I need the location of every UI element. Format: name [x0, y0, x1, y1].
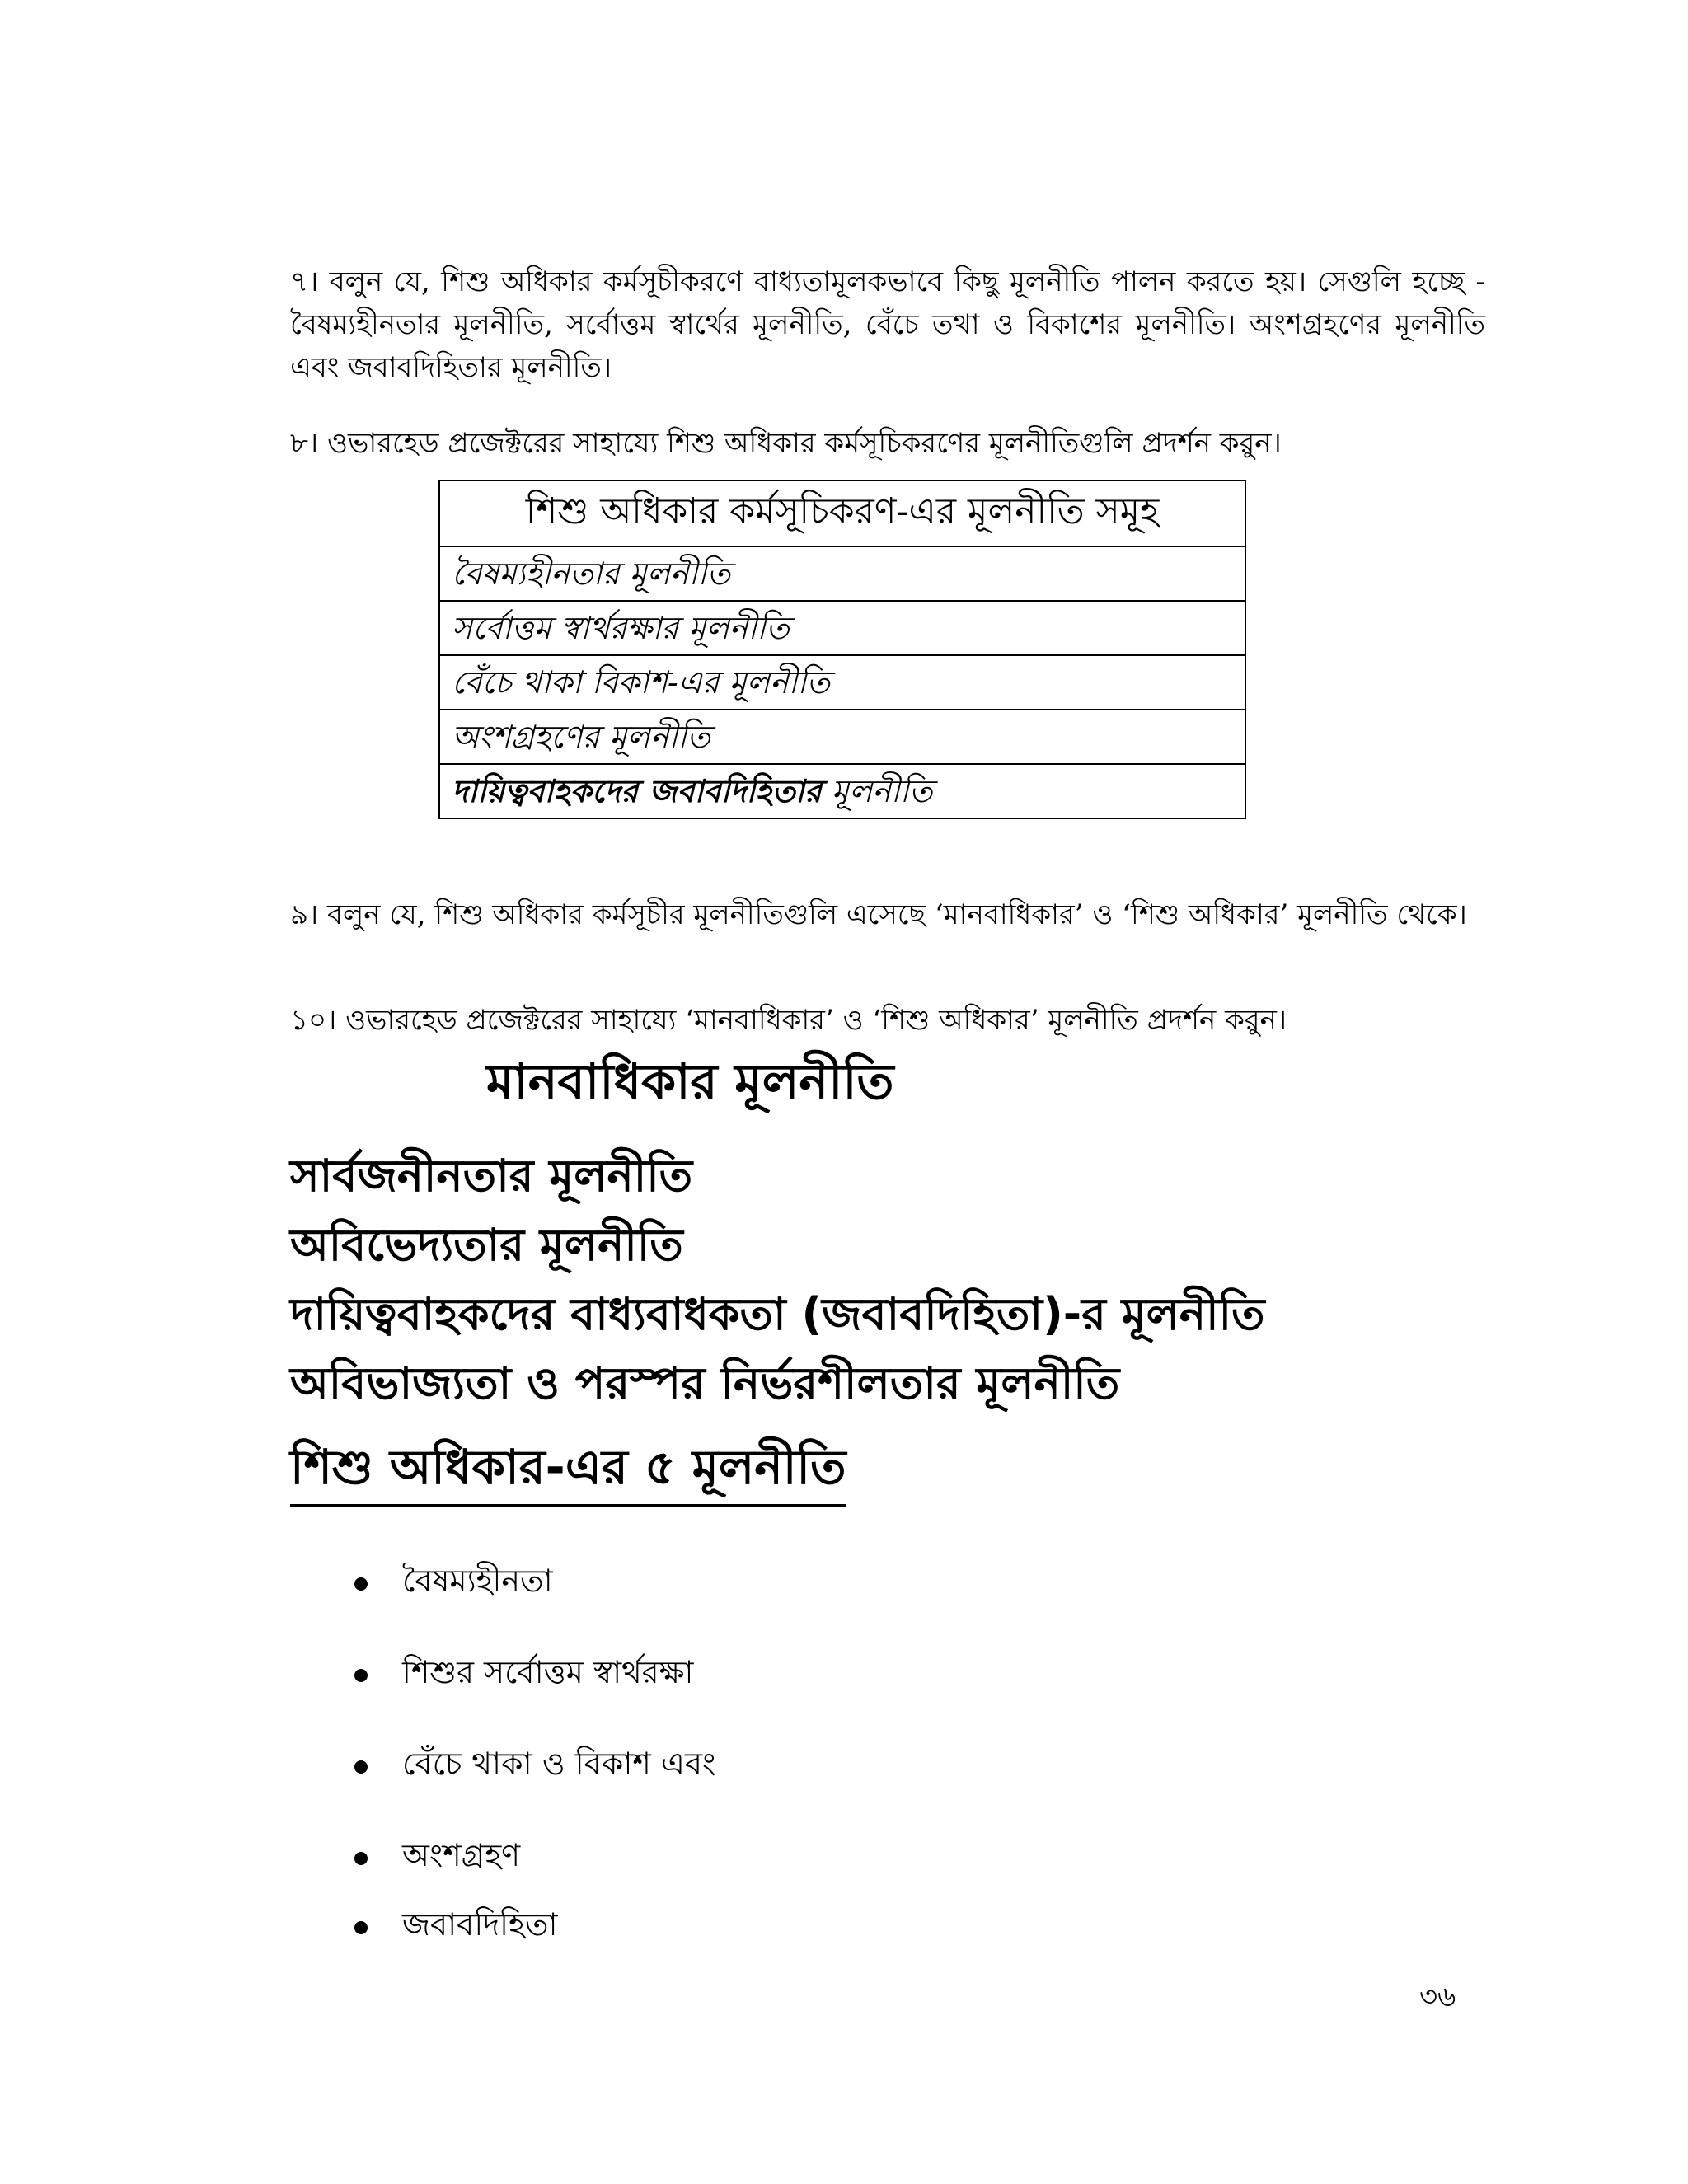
table-cell-text: মূলনীতি [821, 773, 933, 809]
bullet-item [354, 1647, 693, 1697]
bullet-item [354, 1830, 520, 1880]
table-row [439, 764, 1245, 818]
table-cell: অংশগ্রহণের মূলনীতি [439, 710, 1245, 764]
table-row [439, 655, 1245, 710]
table-cell: বেঁচে থাকা বিকাশ-এর মূলনীতি [439, 655, 1245, 710]
paragraph-7: ৭। বলুন যে, শিশু অধিকার কর্মসূচীকরণে বাধ্যতামূলকভাবে কিছু মূলনীতি পালন করতে হয়। সেগুলি হচ্ছে - বৈষম্যহীনতার মূলনীতি, সর্বোত্তম স্বার্থের মূলনীতি, বেঁচে তথা ও বিকাশের মূলনীতি। অংশগ্রহণের মূলনীতি এবং জবাবদিহিতার মূলনীতি। [290, 265, 1485, 384]
table-header: শিশু অধিকার কর্মসূচিকরণ-এর মূলনীতি সমূহ [439, 480, 1245, 546]
bullet-icon [354, 1669, 368, 1682]
paragraph-8: ৮। ওভারহেড প্রজেক্টরের সাহায্যে শিশু অধিকার কর্মসূচিকরণের মূলনীতিগুলি প্রদর্শন কর‍ুন। [290, 427, 1282, 460]
bullet-icon [354, 1852, 368, 1865]
table-row [439, 710, 1245, 764]
principles-table [438, 480, 1246, 819]
bullet-icon [354, 1921, 368, 1934]
bullet-item [354, 1900, 558, 1949]
bullet-text: বেঁচে থাকা ও বিকাশ এবং [402, 1746, 716, 1782]
bullet-item [354, 1556, 553, 1605]
table-cell: বৈষম্যহীনতার মূলনীতি [439, 546, 1245, 601]
list-item: সার্বজনীনতার মূলনীতি [290, 1150, 693, 1202]
list-item: অবিভাজ্যতা ও পরস্পর নির্ভরশীলতার মূলনীতি [290, 1357, 1120, 1409]
table-row [439, 546, 1245, 601]
child-rights-heading: শিশু অধিকার-এর ৫ মূলনীতি [290, 1430, 846, 1507]
list-item: অবিভেদ্যতার মূলনীতি [290, 1219, 683, 1271]
table-cell-bold-text: দায়িত্ববাহকদের জবাবদিহিতার [452, 772, 822, 809]
human-rights-heading: মানবাধিকার মূলনীতি [486, 1053, 894, 1111]
table-row [439, 601, 1245, 655]
bullet-text: বৈষম্যহীনতা [402, 1563, 553, 1599]
bullet-item [354, 1739, 715, 1788]
bullet-icon [354, 1577, 368, 1591]
table-header-row [439, 480, 1245, 546]
bullet-text: জবাবদিহিতা [402, 1906, 558, 1943]
table-cell: সর্বোত্তম স্বার্থরক্ষার মূলনীতি [439, 601, 1245, 655]
list-item: দায়িত্ববাহকদের বাধ্যবাধকতা (জবাবদিহিতা)-র মূলনীতি [290, 1288, 1265, 1340]
bullet-text: অংশগ্রহণ [402, 1837, 521, 1873]
table-cell [439, 764, 1245, 818]
page-number: ৩৬ [1419, 1980, 1456, 2013]
human-rights-list [290, 1141, 1265, 1418]
paragraph-10: ১০। ওভারহেড প্রজেক্টরের সাহায্যে ‘মানবাধিকার’ ও ‘শিশু অধিকার’ মূলনীতি প্রদর্শন কর‍ুন। [290, 1004, 1287, 1037]
paragraph-9: ৯। বলুন যে, শিশু অধিকার কর্মসূচীর মূলনীতিগুলি এসেছে ‘মানবাধিকার’ ও ‘শিশু অধিকার’ মূলনীতি থেকে। [290, 898, 1467, 931]
bullet-icon [354, 1760, 368, 1774]
bullet-text: শিশুর সর্বোত্তম স্বার্থরক্ষা [402, 1654, 694, 1690]
